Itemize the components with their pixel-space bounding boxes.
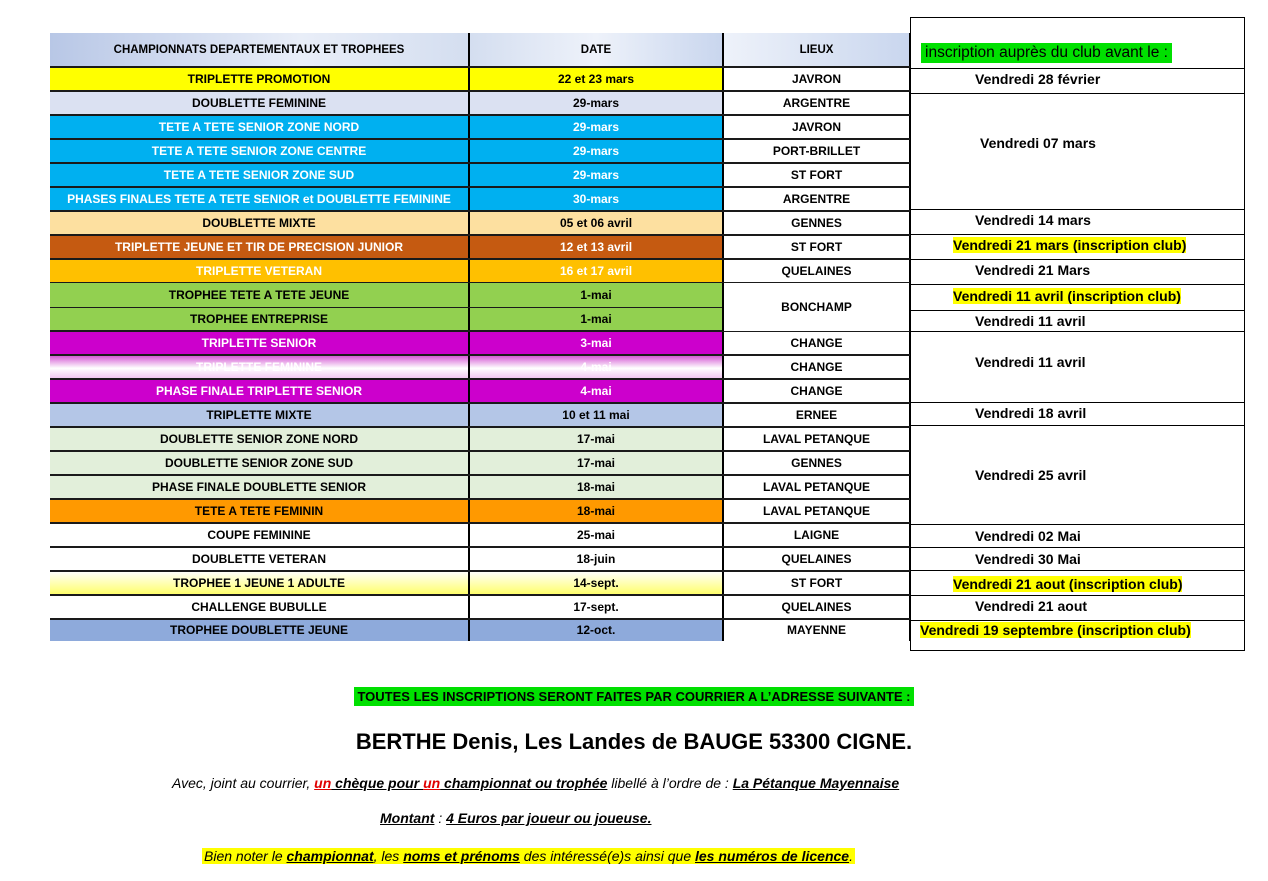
place-cell: CHANGE — [722, 379, 911, 403]
competition-cell: TROPHEE 1 JEUNE 1 ADULTE — [50, 571, 468, 595]
competition-cell: TRIPLETTE FEMININE — [50, 355, 468, 379]
deadline-date: Vendredi 02 Mai — [975, 528, 1081, 544]
deadline-date: Vendredi 11 avril — [975, 354, 1086, 370]
place-cell: ARGENTRE — [722, 187, 911, 211]
table-header — [50, 33, 911, 67]
table-row — [50, 139, 911, 163]
place-cell: BONCHAMP — [722, 283, 911, 331]
mail-notice — [0, 688, 1268, 706]
date-cell: 18-mai — [468, 499, 722, 523]
competition-cell: PHASES FINALES TETE A TETE SENIOR et DOUBLETTE FEMININE — [50, 187, 468, 211]
competition-cell: CHALLENGE BUBULLE — [50, 595, 468, 619]
place-cell: PORT-BRILLET — [722, 139, 911, 163]
date-cell: 17-mai — [468, 451, 722, 475]
table-row — [50, 259, 911, 283]
deadline-date: Vendredi 07 mars — [980, 135, 1096, 151]
date-cell: 12 et 13 avril — [468, 235, 722, 259]
date-cell: 3-mai — [468, 331, 722, 355]
place-cell: LAVAL PETANQUE — [722, 499, 911, 523]
table-row — [50, 211, 911, 235]
table-row — [50, 379, 911, 403]
table-row — [50, 571, 911, 595]
cheque-instructions: Avec, joint au courrier, un chèque pour un championnat ou trophée libellé à l’ordre de : La Pétanque Mayennaise — [172, 775, 900, 791]
deadline-date: Vendredi 25 avril — [975, 467, 1087, 483]
competition-cell: TETE A TETE SENIOR ZONE CENTRE — [50, 139, 468, 163]
date-cell: 17-mai — [468, 427, 722, 451]
competition-cell: TRIPLETTE JEUNE ET TIR DE PRECISION JUNIOR — [50, 235, 468, 259]
place-cell: CHANGE — [722, 355, 911, 379]
date-cell: 12-oct. — [468, 619, 722, 641]
place-cell: GENNES — [722, 211, 911, 235]
date-cell: 25-mai — [468, 523, 722, 547]
table-row — [50, 523, 911, 547]
date-cell: 4-mai — [468, 379, 722, 403]
table-row — [50, 331, 911, 355]
amount-line: Montant : 4 Euros par joueur ou joueuse. — [380, 810, 652, 826]
competition-cell: DOUBLETTE SENIOR ZONE NORD — [50, 427, 468, 451]
place-cell: JAVRON — [722, 67, 911, 91]
date-cell: 05 et 06 avril — [468, 211, 722, 235]
date-cell: 10 et 11 mai — [468, 403, 722, 427]
competition-cell: DOUBLETTE MIXTE — [50, 211, 468, 235]
competition-cell: PHASE FINALE TRIPLETTE SENIOR — [50, 379, 468, 403]
table-row — [50, 403, 911, 427]
competition-cell: TRIPLETTE SENIOR — [50, 331, 468, 355]
competition-cell: TRIPLETTE MIXTE — [50, 403, 468, 427]
table-row — [50, 283, 911, 314]
mail-notice-text: TOUTES LES INSCRIPTIONS SERONT FAITES PAR COURRIER A L’ADRESSE SUIVANTE : — [354, 687, 913, 706]
date-cell: 29-mars — [468, 115, 722, 139]
table-row — [50, 163, 911, 187]
deadline-date: Vendredi 21 aout (inscription club) — [953, 576, 1183, 592]
competition-cell: TETE A TETE SENIOR ZONE NORD — [50, 115, 468, 139]
place-cell: QUELAINES — [722, 259, 911, 283]
place-cell: MAYENNE — [722, 619, 911, 641]
date-cell: 29-mars — [468, 91, 722, 115]
competition-cell: TRIPLETTE PROMOTION — [50, 67, 468, 91]
place-cell: QUELAINES — [722, 547, 911, 571]
deadline-column — [910, 17, 1245, 651]
table-row — [50, 355, 911, 379]
deadline-date: Vendredi 11 avril — [975, 313, 1086, 329]
table-row — [50, 235, 911, 259]
place-cell: ST FORT — [722, 235, 911, 259]
date-cell: 29-mars — [468, 139, 722, 163]
deadline-header-label: inscription auprès du club avant le : — [921, 43, 1172, 63]
header-date: DATE — [468, 33, 722, 67]
competition-cell: TETE A TETE SENIOR ZONE SUD — [50, 163, 468, 187]
deadline-date: Vendredi 30 Mai — [975, 551, 1081, 567]
place-cell: GENNES — [722, 451, 911, 475]
competition-cell: PHASE FINALE DOUBLETTE SENIOR — [50, 475, 468, 499]
table-row — [50, 427, 911, 451]
date-cell: 29-mars — [468, 163, 722, 187]
date-cell: 30-mars — [468, 187, 722, 211]
place-cell: JAVRON — [722, 115, 911, 139]
date-cell: 18-mai — [468, 475, 722, 499]
competition-cell: TETE A TETE FEMININ — [50, 499, 468, 523]
deadline-date: Vendredi 21 mars (inscription club) — [953, 237, 1187, 253]
competition-cell: DOUBLETTE VETERAN — [50, 547, 468, 571]
table-row — [50, 547, 911, 571]
header-place: LIEUX — [722, 33, 911, 67]
place-cell: LAVAL PETANQUE — [722, 427, 911, 451]
place-cell: ST FORT — [722, 163, 911, 187]
deadline-date: Vendredi 21 aout — [975, 598, 1088, 614]
table-row — [50, 595, 911, 619]
date-cell: 14-sept. — [468, 571, 722, 595]
table-row — [50, 115, 911, 139]
table-row — [50, 91, 911, 115]
place-cell: ST FORT — [722, 571, 911, 595]
table-row — [50, 67, 911, 91]
competition-cell: TROPHEE ENTREPRISE — [50, 307, 468, 331]
competition-cell: COUPE FEMININE — [50, 523, 468, 547]
table-row — [50, 499, 911, 523]
place-cell: ERNEE — [722, 403, 911, 427]
deadline-date: Vendredi 28 février — [975, 71, 1101, 87]
table-row — [50, 451, 911, 475]
date-cell: 18-juin — [468, 547, 722, 571]
place-cell: LAIGNE — [722, 523, 911, 547]
deadline-date: Vendredi 14 mars — [975, 212, 1091, 228]
date-cell: 17-sept. — [468, 595, 722, 619]
deadline-date: Vendredi 19 septembre (inscription club) — [920, 622, 1191, 638]
place-cell: ARGENTRE — [722, 91, 911, 115]
competition-cell: TROPHEE DOUBLETTE JEUNE — [50, 619, 468, 641]
deadline-date: Vendredi 21 Mars — [975, 262, 1091, 278]
header-competition: CHAMPIONNATS DEPARTEMENTAUX ET TROPHEES — [50, 33, 468, 67]
reminder-line: Bien noter le championnat, les noms et prénoms des intéressé(e)s ainsi que les numéros de licence. — [204, 848, 853, 864]
table-row — [50, 619, 911, 641]
competition-cell: TRIPLETTE VETERAN — [50, 259, 468, 283]
competition-cell: TROPHEE TETE A TETE JEUNE — [50, 283, 468, 307]
date-cell: 1-mai — [468, 307, 722, 331]
place-cell: LAVAL PETANQUE — [722, 475, 911, 499]
competition-cell: DOUBLETTE SENIOR ZONE SUD — [50, 451, 468, 475]
date-cell: 1-mai — [468, 283, 722, 307]
deadline-date: Vendredi 11 avril (inscription club) — [953, 288, 1181, 304]
place-cell: QUELAINES — [722, 595, 911, 619]
date-cell: 4-mai — [468, 355, 722, 379]
place-cell: CHANGE — [722, 331, 911, 355]
table-row — [50, 187, 911, 211]
competition-cell: DOUBLETTE FEMININE — [50, 91, 468, 115]
date-cell: 22 et 23 mars — [468, 67, 722, 91]
deadline-date: Vendredi 18 avril — [975, 405, 1087, 421]
table-row — [50, 475, 911, 499]
date-cell: 16 et 17 avril — [468, 259, 722, 283]
postal-address: BERTHE Denis, Les Landes de BAUGE 53300 CIGNE. — [355, 729, 913, 754]
